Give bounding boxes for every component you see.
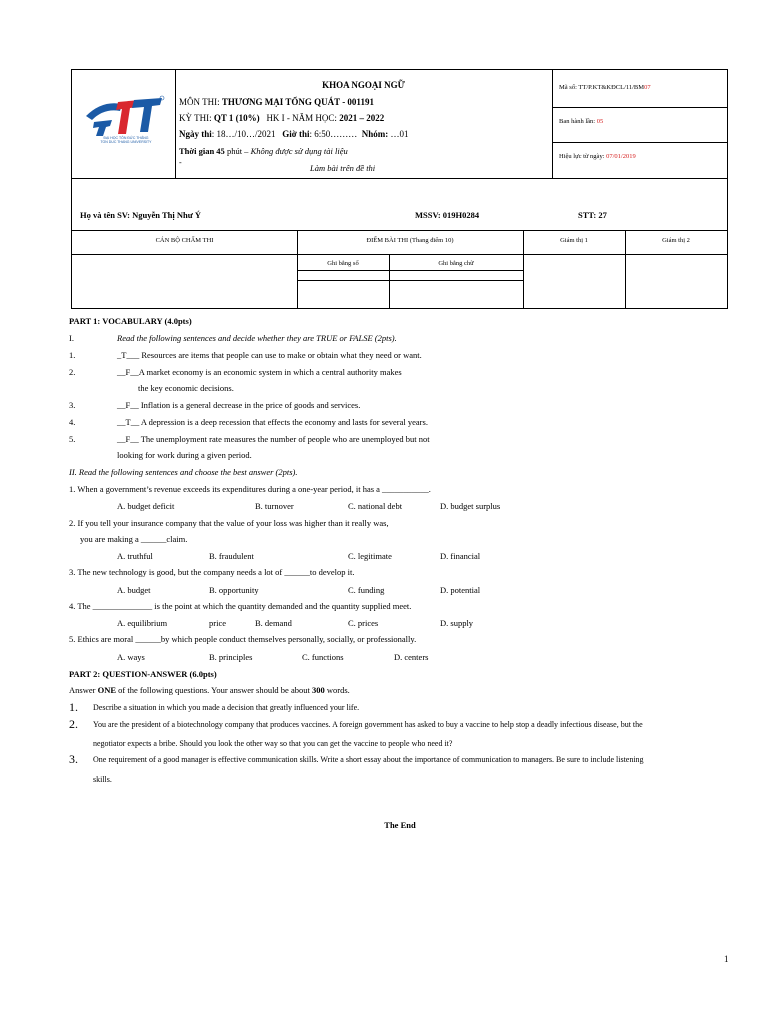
exam-line: KỲ THI: QT 1 (10%) HK I - NĂM HỌC: 2021 – 2022 — [179, 113, 385, 123]
mc-option: D. budget surplus — [440, 501, 501, 511]
score-in-words: Ghi bằng chữ — [438, 260, 474, 267]
qa-text: negotiator expects a bribe. Should you look the other way so that you can get the vaccine to people who need it? — [93, 739, 453, 748]
mc-option: A. truthful — [117, 551, 153, 561]
mc-option: A. ways — [117, 652, 145, 662]
mc-option: C. national debt — [348, 501, 403, 511]
mc-option: C. funding — [348, 585, 385, 595]
logo-caption-en: TON DUC THANG UNIVERSITY — [100, 140, 152, 144]
qa-text: You are the president of a biotechnology company that produces vaccines. A foreign government has asked to buy a vaccine to help stop a deadly infectious disease, but the — [93, 720, 643, 729]
mc-option: B. turnover — [255, 501, 294, 511]
mc-question: 1. When a government’s revenue exceeds its expenditures during a one-year period, it has a ___________. — [69, 484, 431, 494]
mc-option: D. supply — [440, 618, 474, 628]
mc-option: D. centers — [394, 652, 429, 662]
mc-option: B. fraudulent — [209, 551, 254, 561]
qa-text: One requirement of a good manager is effective communication skills. Write a short essay about the importance of communication to managers. Be sure to include listening — [93, 755, 644, 764]
mc-option: D. potential — [440, 585, 481, 595]
mc-question: 4. The ______________ is the point at which the quantity demanded and the quantity supplied meet. — [69, 601, 412, 611]
part1-title: PART 1: VOCABULARY (4.0pts) — [69, 316, 192, 326]
form-code: Mã số: TT/P.KT&KĐCL/11/BM07 — [559, 84, 651, 91]
score-in-numbers: Ghi bằng số — [327, 260, 359, 267]
qa-number: 1. — [69, 700, 78, 714]
mc-option: D. financial — [440, 551, 481, 561]
tf-item-text: the key economic decisions. — [138, 383, 234, 393]
page-number: 1 — [724, 954, 729, 964]
mc-question: 3. The new technology is good, but the company needs a lot of ______to develop it. — [69, 567, 355, 577]
mc-option: C. functions — [302, 652, 344, 662]
invigilator2-header: Giám thị 2 — [662, 237, 690, 244]
instruction-line: Làm bài trên đề thi — [310, 163, 376, 173]
mc-question-cont: you are making a ______claim. — [80, 534, 188, 544]
mc-option: price — [209, 618, 226, 628]
logo-caption-vn: ĐẠI HỌC TÔN ĐỨC THẮNG — [103, 136, 149, 140]
part2-title: PART 2: QUESTION-ANSWER (6.0pts) — [69, 669, 217, 679]
tdt-logo-icon — [82, 94, 167, 154]
qa-number: 2. — [69, 717, 78, 731]
tf-item-number: 5. — [69, 434, 76, 444]
score-header: ĐIỂM BÀI THI (Thang điểm 10) — [366, 237, 454, 244]
date-line: Ngày thi: 18…/10…/2021 Giờ thi: 6:50……… Nhóm: …01 — [179, 129, 409, 139]
mc-question: 5. Ethics are moral ______by which people conduct themselves personally, socially, or professionally. — [69, 634, 417, 644]
tf-item-text: __F__ The unemployment rate measures the number of people who are unemployed but not — [117, 434, 430, 444]
tf-item-text: _T___ Resources are items that people can use to make or obtain what they need or want. — [117, 350, 422, 360]
the-end: The End — [384, 820, 416, 830]
tf-item-text: looking for work during a given period. — [117, 450, 252, 460]
university-logo — [82, 94, 167, 154]
mc-option: A. budget — [117, 585, 151, 595]
qa-number: 3. — [69, 752, 78, 766]
duration-line: Thời gian 45 phút – Không được sử dụng tài liệu — [179, 146, 348, 156]
exam-header-table — [71, 69, 728, 309]
mc-option: A. equilibrium — [117, 618, 168, 628]
mc-option: B. demand — [255, 618, 292, 628]
mc-option: B. principles — [209, 652, 253, 662]
tf-item-number: 4. — [69, 417, 76, 427]
tf-item-number: 1. — [69, 350, 76, 360]
tf-item-number: 3. — [69, 400, 76, 410]
subject-line: MÔN THI: THƯƠNG MẠI TỔNG QUÁT - 001191 — [179, 97, 374, 107]
student-stt: STT: 27 — [578, 210, 607, 220]
section1-number: I. — [69, 333, 74, 343]
mc-option: C. legitimate — [348, 551, 392, 561]
grader-header: CÁN BỘ CHẤM THI — [155, 237, 214, 244]
tf-item-text: __F__A market economy is an economic system in which a central authority makes — [117, 367, 402, 377]
dash: - — [179, 158, 182, 167]
part2-instruction: Answer ONE of the following questions. Your answer should be about 300 words. — [69, 685, 350, 695]
section1-title: Read the following sentences and decide whether they are TRUE or FALSE (2pts). — [117, 333, 397, 343]
student-name: Họ và tên SV: Nguyễn Thị Như Ý — [80, 210, 202, 220]
mc-question: 2. If you tell your insurance company that the value of your loss was higher than it really was, — [69, 518, 389, 528]
qa-text: Describe a situation in which you made a decision that greatly influenced your life. — [93, 703, 360, 712]
mc-option: C. prices — [348, 618, 379, 628]
invigilator1-header: Giám thị 1 — [560, 237, 588, 244]
tf-item-number: 2. — [69, 367, 76, 377]
mc-option: B. opportunity — [209, 585, 259, 595]
student-id: MSSV: 019H0284 — [415, 210, 480, 220]
tf-item-text: __T__ A depression is a deep recession that effects the economy and lasts for several years. — [117, 417, 428, 427]
mc-option: A. budget deficit — [117, 501, 175, 511]
tf-item-text: __F__ Inflation is a general decrease in the price of goods and services. — [117, 400, 361, 410]
section2-title: II. Read the following sentences and choose the best answer (2pts). — [69, 467, 298, 477]
effective-date: Hiệu lực từ ngày: 07/01/2019 — [559, 153, 636, 160]
issue-number: Ban hành lần: 05 — [559, 118, 604, 125]
qa-text: skills. — [93, 775, 112, 784]
faculty-title: KHOA NGOẠI NGỮ — [322, 80, 405, 90]
